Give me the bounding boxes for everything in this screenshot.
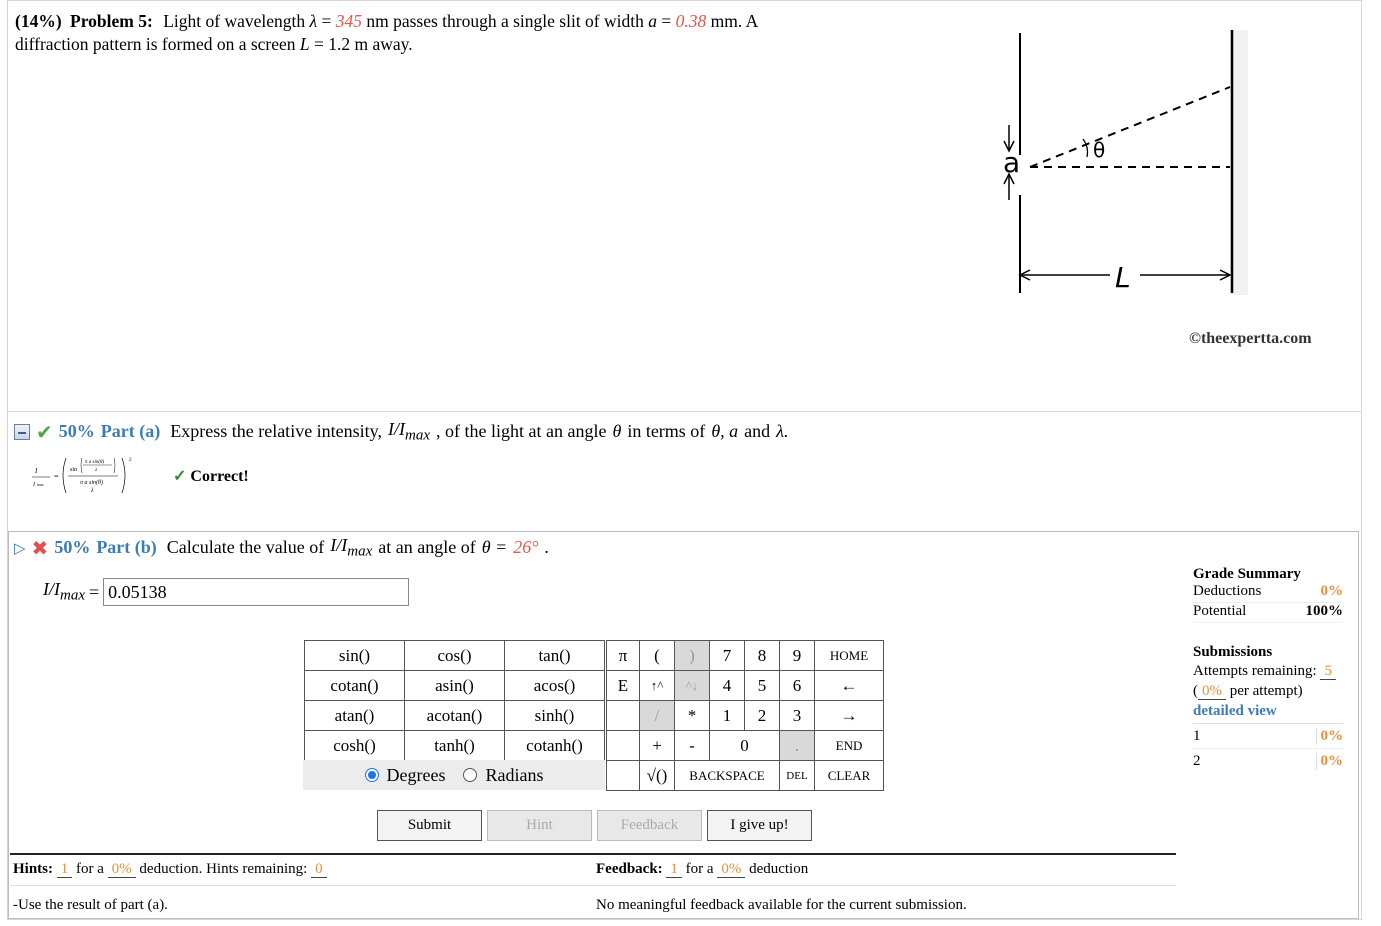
submission-row: 2 0% xyxy=(1193,753,1343,769)
key-pi[interactable]: π xyxy=(607,641,640,671)
action-buttons xyxy=(377,810,812,841)
submission-row: 1 0% xyxy=(1193,724,1343,749)
key-3[interactable]: 3 xyxy=(780,701,815,731)
key-acos[interactable]: acos() xyxy=(505,671,605,701)
part-b-pct: 50% xyxy=(54,537,91,558)
angle-value: 26° xyxy=(513,537,539,558)
submissions-title: Submissions xyxy=(1193,644,1273,660)
numeric-keypad xyxy=(606,640,884,791)
hint-button[interactable]: Hint xyxy=(487,810,592,841)
key-cos[interactable]: cos() xyxy=(405,641,505,671)
grade-summary: Grade Summary Deductions 0% Potential 100% Submissions Attempts remaining: 5 ( 0% per attempt) detailed view 1 0% 2 0% xyxy=(1193,566,1343,774)
answer-input[interactable] xyxy=(103,578,409,606)
radians-label: Radians xyxy=(485,764,544,785)
svg-text:2: 2 xyxy=(129,458,132,463)
deductions-value: 0% xyxy=(1320,583,1343,599)
key-4[interactable]: 4 xyxy=(710,671,745,701)
svg-text:π a sin(θ): π a sin(θ) xyxy=(85,460,105,465)
formula-image xyxy=(30,453,155,498)
degrees-label: Degrees xyxy=(386,764,446,785)
answer-row: $I/I_{max}$ = 0.05138 xyxy=(43,578,409,606)
part-b-label: Part (b) xyxy=(96,537,157,558)
svg-text:λ: λ xyxy=(91,488,94,494)
give-up-button[interactable]: I give up! xyxy=(707,810,812,841)
key-acotan[interactable]: acotan() xyxy=(405,701,505,731)
key-home[interactable]: HOME xyxy=(815,641,884,671)
svg-text:I: I xyxy=(35,467,38,475)
problem-label: Problem 5: xyxy=(70,11,153,31)
degrees-radio[interactable] xyxy=(365,768,379,782)
feedback-text: No meaningful feedback available for the current submission. xyxy=(596,897,967,913)
key-1[interactable]: 1 xyxy=(710,701,745,731)
svg-text:=: = xyxy=(54,472,59,481)
key-sqrt[interactable]: √() xyxy=(640,761,675,791)
problem-weight: (14%) xyxy=(15,11,62,31)
key-right-arrow[interactable]: → xyxy=(815,701,884,731)
expand-arrow-icon[interactable]: ▷ xyxy=(14,538,26,557)
key-empty xyxy=(607,701,640,731)
key-tanh[interactable]: tanh() xyxy=(405,731,505,761)
grade-summary-title: Grade Summary xyxy=(1193,566,1301,582)
key-8[interactable]: 8 xyxy=(745,641,780,671)
svg-text:sin: sin xyxy=(70,467,78,473)
svg-text:I: I xyxy=(33,482,35,488)
part-a-pct: 50% xyxy=(58,421,95,442)
slit-width-value: 0.38 xyxy=(675,11,707,31)
cross-icon: ✖ xyxy=(31,535,49,560)
key-decimal[interactable]: . xyxy=(780,731,815,761)
diffraction-diagram xyxy=(975,25,1265,305)
hint-text: -Use the result of part (a). xyxy=(13,897,168,913)
key-tan[interactable]: tan() xyxy=(505,641,605,671)
angle-mode xyxy=(303,760,605,790)
part-a-label: Part (a) xyxy=(100,421,161,442)
potential-value: 100% xyxy=(1305,603,1343,619)
key-cotan[interactable]: cotan() xyxy=(305,671,405,701)
key-close-paren[interactable]: ) xyxy=(675,641,710,671)
correct-status: ✓ Correct! xyxy=(173,468,249,485)
key-cosh[interactable]: cosh() xyxy=(305,731,405,761)
label-theta: θ xyxy=(1093,138,1106,162)
copyright: ©theexpertta.com xyxy=(1189,330,1312,347)
radians-radio[interactable] xyxy=(463,768,477,782)
key-superscript-up[interactable]: ↑^ xyxy=(640,671,675,701)
part-a-header: ✔ 50% Part (a) Express the relative intensity, $I/I_{max}$ , of the light at an angle θ in terms of θ, a and λ. xyxy=(14,419,788,445)
key-backspace[interactable]: BACKSPACE xyxy=(675,761,780,791)
key-6[interactable]: 6 xyxy=(780,671,815,701)
key-multiply[interactable]: * xyxy=(675,701,710,731)
feedback-button[interactable]: Feedback xyxy=(597,810,702,841)
key-plus[interactable]: + xyxy=(640,731,675,761)
part-b-header: ▷ ✖ 50% Part (b) Calculate the value of $I/I_{max}$ at an angle of θ = 26° . xyxy=(14,535,549,560)
key-divide[interactable]: / xyxy=(640,701,675,731)
key-atan[interactable]: atan() xyxy=(305,701,405,731)
key-end[interactable]: END xyxy=(815,731,884,761)
key-superscript-down[interactable]: ^↓ xyxy=(675,671,710,701)
hints-panel: Hints: 1 for a 0% deduction. Hints remaining: 0 -Use the result of part (a). xyxy=(10,853,593,925)
key-open-paren[interactable]: ( xyxy=(640,641,675,671)
svg-text:max: max xyxy=(37,482,44,487)
problem-statement: (14%) Problem 5: Light of wavelength λ = 345 nm passes through a single slit of width a = 0.38 mm. A diffraction pattern is formed on a screen L = 1.2 m away. xyxy=(15,11,759,54)
feedback-panel: Feedback: 1 for a 0% deduction No meaningful feedback available for the current submission. xyxy=(593,853,1176,925)
key-empty xyxy=(607,761,640,791)
key-del[interactable]: DEL xyxy=(780,761,815,791)
key-minus[interactable]: - xyxy=(675,731,710,761)
key-cotanh[interactable]: cotanh() xyxy=(505,731,605,761)
svg-text:λ: λ xyxy=(95,468,98,473)
label-a: a xyxy=(1003,146,1021,179)
key-2[interactable]: 2 xyxy=(745,701,780,731)
key-9[interactable]: 9 xyxy=(780,641,815,671)
wavelength-value: 345 xyxy=(335,11,362,31)
key-0[interactable]: 0 xyxy=(710,731,780,761)
key-empty xyxy=(607,731,640,761)
submit-button[interactable]: Submit xyxy=(377,810,482,841)
correct-check-icon: ✓ xyxy=(173,468,187,485)
key-sinh[interactable]: sinh() xyxy=(505,701,605,731)
key-clear[interactable]: CLEAR xyxy=(815,761,884,791)
attempts-remaining: 5 xyxy=(1320,663,1336,680)
key-7[interactable]: 7 xyxy=(710,641,745,671)
detailed-view-link[interactable]: detailed view xyxy=(1193,703,1277,719)
collapse-icon[interactable] xyxy=(14,424,30,440)
svg-text:π a sin(θ): π a sin(θ) xyxy=(80,480,103,486)
divider xyxy=(8,411,1361,412)
function-keypad xyxy=(304,640,605,761)
label-L: L xyxy=(1115,261,1131,294)
check-icon: ✔ xyxy=(36,419,53,444)
key-sin[interactable]: sin() xyxy=(305,641,405,671)
key-asin[interactable]: asin() xyxy=(405,671,505,701)
key-left-arrow[interactable]: ← xyxy=(815,671,884,701)
key-e[interactable]: E xyxy=(607,671,640,701)
key-5[interactable]: 5 xyxy=(745,671,780,701)
